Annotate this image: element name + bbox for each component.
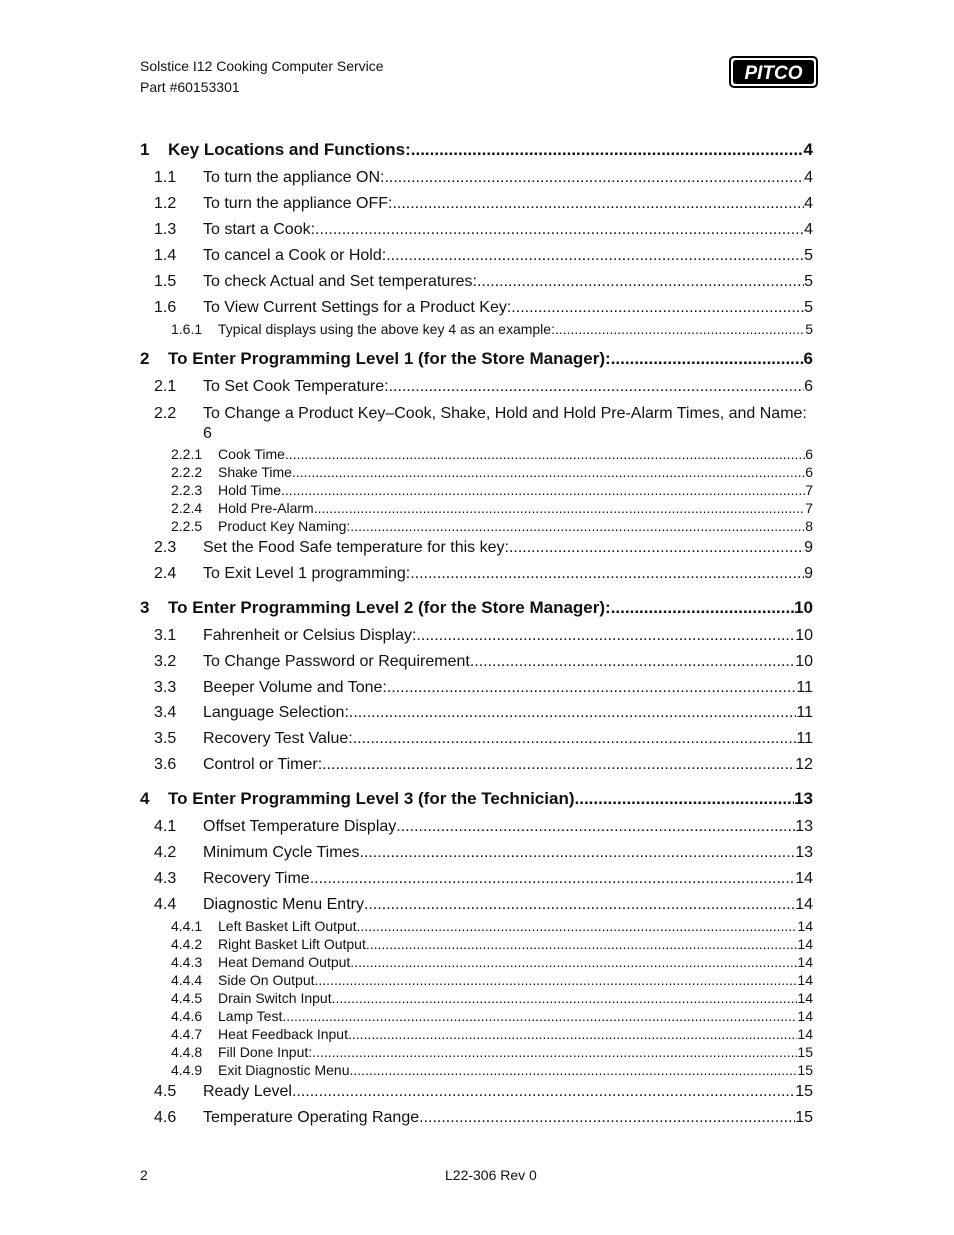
toc-entry[interactable] — [140, 140, 813, 160]
toc-dot-leader — [511, 299, 804, 317]
toc-dot-leader — [350, 954, 797, 970]
toc-entry-page: 6 — [805, 446, 813, 462]
toc-dot-leader — [359, 844, 795, 862]
toc-entry-page: 4 — [803, 140, 813, 159]
toc-dot-leader — [389, 378, 805, 396]
toc-entry-number: 4.4.1 — [171, 918, 203, 934]
toc-entry-title: Recovery Test Value: — [203, 730, 353, 747]
toc-entry-page: 15 — [795, 1109, 813, 1126]
toc-entry-page: 9 — [804, 539, 813, 556]
toc-entry-page: 14 — [797, 954, 813, 970]
toc-entry-title: Offset Temperature Display — [203, 818, 397, 835]
toc-dot-leader — [416, 627, 795, 645]
toc-entry-number: 4.4.4 — [171, 972, 203, 988]
toc-entry-title: Right Basket Lift Output — [218, 936, 366, 952]
toc-entry-page: 6 — [803, 349, 813, 368]
toc-entry-page: 6 — [805, 464, 813, 480]
toc-entry-title: Language Selection: — [203, 704, 349, 721]
toc-dot-leader — [396, 818, 795, 836]
toc-entry-title: Product Key Naming: — [218, 518, 351, 534]
toc-entry-number: 2.2.1 — [171, 446, 203, 462]
toc-entry-title: To check Actual and Set temperatures: — [203, 273, 477, 290]
toc-entry-page: 5 — [805, 321, 813, 337]
toc-entry[interactable] — [171, 482, 813, 498]
toc-entry[interactable] — [154, 818, 813, 836]
toc-entry-title: Hold Pre-Alarm — [218, 500, 314, 516]
footer-document-id: L22-306 Rev 0 — [445, 1167, 537, 1183]
toc-entry[interactable] — [171, 518, 813, 534]
toc-entry-number: 2 — [140, 349, 150, 368]
toc-entry-page: 5 — [804, 273, 813, 290]
toc-entry-number: 4.4.8 — [171, 1044, 203, 1060]
toc-entry-number: 1.5 — [154, 273, 177, 290]
toc-entry-title: Typical displays using the above key 4 as an example: — [218, 321, 555, 337]
toc-entry-title: Heat Demand Output — [218, 954, 351, 970]
toc-entry[interactable] — [154, 844, 813, 862]
toc-dot-leader — [315, 221, 804, 239]
toc-entry[interactable] — [154, 1109, 813, 1127]
toc-dot-leader — [419, 1109, 795, 1127]
toc-entry-page: 15 — [797, 1062, 813, 1078]
toc-entry-number: 2.3 — [154, 539, 177, 556]
toc-dot-leader — [315, 972, 798, 988]
toc-entry-page: 15 — [797, 1044, 813, 1060]
toc-dot-leader — [555, 321, 805, 337]
toc-entry-page: 14 — [797, 972, 813, 988]
toc-dot-leader — [350, 518, 805, 534]
toc-entry-page: 5 — [804, 299, 813, 316]
toc-entry[interactable] — [154, 299, 813, 317]
toc-entry-title: To Enter Programming Level 1 (for the Store Manager): — [168, 349, 611, 368]
toc-entry-page: 14 — [797, 918, 813, 934]
toc-entry-number: 1.4 — [154, 247, 177, 264]
toc-entry-title: To View Current Settings for a Product Key: — [203, 299, 512, 316]
logo-text: PITCO — [744, 63, 803, 84]
toc-entry-title: Beeper Volume and Tone: — [203, 679, 387, 696]
toc-entry-number: 4.4.3 — [171, 954, 203, 970]
toc-entry[interactable] — [140, 349, 813, 369]
toc-entry[interactable] — [171, 1044, 813, 1060]
toc-entry-page: 6 — [804, 378, 813, 395]
toc-entry-title: Shake Time — [218, 464, 292, 480]
toc-entry-number: 1.6 — [154, 299, 177, 316]
toc-entry-page: 4 — [804, 221, 813, 238]
toc-dot-leader — [310, 870, 796, 888]
toc-entry[interactable] — [171, 990, 813, 1006]
toc-entry[interactable] — [171, 321, 813, 337]
toc-entry-title: Recovery Time — [203, 870, 310, 887]
toc-entry-title: To start a Cook: — [203, 221, 316, 238]
toc-entry[interactable] — [154, 870, 813, 888]
toc-dot-leader — [322, 756, 795, 774]
toc-entry-page: 14 — [795, 896, 813, 913]
toc-dot-leader — [411, 140, 804, 160]
toc-dot-leader — [470, 653, 795, 671]
toc-entry-title: Temperature Operating Range — [203, 1109, 420, 1126]
toc-entry[interactable] — [171, 936, 813, 952]
toc-entry-page: 14 — [795, 870, 813, 887]
toc-dot-leader — [357, 918, 798, 934]
toc-entry-number: 4.4.2 — [171, 936, 203, 952]
toc-dot-leader — [332, 990, 798, 1006]
toc-entry-title: To Enter Programming Level 2 (for the Store Manager): — [168, 598, 611, 617]
toc-dot-leader — [348, 1026, 797, 1042]
toc-entry-number: 1.1 — [154, 169, 177, 186]
toc-entry[interactable] — [154, 273, 813, 291]
toc-entry-number: 4.4.6 — [171, 1008, 203, 1024]
toc-entry-page: 6 — [203, 425, 212, 442]
toc-entry-title: Lamp Test — [218, 1008, 283, 1024]
toc-entry-page: 7 — [805, 482, 813, 498]
toc-entry-page: 10 — [795, 653, 813, 670]
toc-entry[interactable] — [171, 954, 813, 970]
toc-entry-title: Control or Timer: — [203, 756, 323, 773]
toc-dot-leader — [509, 539, 804, 557]
toc-entry-number: 2.1 — [154, 378, 177, 395]
toc-dot-leader — [575, 789, 795, 809]
toc-dot-leader — [285, 446, 805, 462]
toc-entry-title: Hold Time — [218, 482, 282, 498]
toc-dot-leader — [353, 730, 797, 748]
toc-entry-title: To Set Cook Temperature: — [203, 378, 389, 395]
toc-dot-leader — [312, 1044, 797, 1060]
toc-entry[interactable] — [154, 756, 813, 774]
toc-entry-page: 14 — [797, 990, 813, 1006]
toc-entry-title: To turn the appliance OFF: — [203, 195, 393, 212]
toc-entry-number: 4.4.9 — [171, 1062, 203, 1078]
toc-entry-number: 3.5 — [154, 730, 177, 747]
toc-entry[interactable] — [154, 247, 813, 265]
toc-entry[interactable] — [171, 1008, 813, 1024]
toc-entry[interactable] — [154, 896, 813, 914]
toc-entry-page: 8 — [805, 518, 813, 534]
toc-entry-title: Minimum Cycle Times — [203, 844, 360, 861]
toc-dot-leader — [384, 169, 804, 187]
toc-dot-leader — [366, 936, 798, 952]
toc-entry[interactable] — [171, 1026, 813, 1042]
toc-entry[interactable] — [154, 704, 813, 722]
toc-dot-leader — [386, 247, 804, 265]
toc-entry-page: 11 — [796, 704, 813, 721]
toc-entry-title: Exit Diagnostic Menu — [218, 1062, 350, 1078]
toc-dot-leader — [349, 704, 796, 722]
toc-entry-title: Drain Switch Input — [218, 990, 332, 1006]
toc-entry-number: 2.2.4 — [171, 500, 203, 516]
toc-dot-leader — [314, 500, 806, 516]
toc-entry-number: 4.3 — [154, 870, 177, 887]
toc-entry-title: Fill Done Input: — [218, 1044, 313, 1060]
toc-entry-number: 1.2 — [154, 195, 177, 212]
toc-entry[interactable] — [154, 565, 813, 583]
toc-dot-leader — [282, 1008, 797, 1024]
toc-entry-page: 5 — [804, 247, 813, 264]
toc-dot-leader — [611, 349, 804, 369]
toc-entry[interactable] — [154, 730, 813, 748]
toc-entry-page: 13 — [795, 818, 813, 835]
toc-entry-page: 12 — [795, 756, 813, 773]
toc-entry-page: 9 — [804, 565, 813, 582]
toc-entry[interactable] — [154, 627, 813, 645]
toc-entry-title: Key Locations and Functions: — [168, 140, 411, 159]
toc-entry[interactable] — [154, 221, 813, 239]
toc-entry-title: Diagnostic Menu Entry — [203, 896, 364, 913]
toc-entry[interactable] — [154, 404, 854, 444]
toc-entry-title: Heat Feedback Input — [218, 1026, 348, 1042]
toc-entry-number: 1 — [140, 140, 150, 159]
toc-entry[interactable] — [140, 598, 813, 618]
toc-entry-page: 4 — [804, 169, 813, 186]
toc-entry-number: 4.1 — [154, 818, 177, 835]
toc-entry[interactable] — [171, 446, 813, 462]
toc-entry[interactable] — [154, 679, 813, 697]
toc-entry-page: 11 — [796, 730, 813, 747]
toc-dot-leader — [281, 482, 805, 498]
toc-entry[interactable] — [154, 195, 813, 213]
toc-dot-leader — [392, 195, 804, 213]
toc-entry-page: 14 — [797, 1026, 813, 1042]
toc-entry-title: Side On Output — [218, 972, 315, 988]
toc-entry-number: 3.4 — [154, 704, 177, 721]
toc-entry[interactable] — [154, 1083, 813, 1101]
toc-entry[interactable] — [154, 539, 813, 557]
toc-entry[interactable] — [171, 500, 813, 516]
toc-entry-title: To Change Password or Requirement — [203, 653, 470, 670]
toc-entry-number: 2.2.3 — [171, 482, 203, 498]
toc-entry-title: Left Basket Lift Output — [218, 918, 357, 934]
toc-dot-leader — [364, 896, 795, 914]
toc-entry-title: To turn the appliance ON: — [203, 169, 385, 186]
toc-entry[interactable] — [171, 918, 813, 934]
toc-entry[interactable] — [154, 653, 813, 671]
toc-entry[interactable] — [154, 378, 813, 396]
toc-entry[interactable] — [171, 1062, 813, 1078]
toc-entry-page: 15 — [795, 1083, 813, 1100]
toc-entry-title: Cook Time — [218, 446, 285, 462]
toc-entry[interactable] — [171, 464, 813, 480]
toc-dot-leader — [477, 273, 804, 291]
toc-dot-leader — [611, 598, 794, 618]
toc-entry-number: 3.2 — [154, 653, 177, 670]
toc-entry-number: 4.4 — [154, 896, 177, 913]
toc-entry-page: 4 — [804, 195, 813, 212]
header-part-number: Part #60153301 — [140, 79, 240, 95]
toc-entry-page: 10 — [795, 627, 813, 644]
toc-entry-page: 7 — [805, 500, 813, 516]
toc-entry-number: 1.6.1 — [171, 321, 203, 337]
toc-dot-leader — [387, 679, 797, 697]
toc-entry-number: 4.5 — [154, 1083, 177, 1100]
toc-entry-number: 4.4.7 — [171, 1026, 203, 1042]
toc-dot-leader — [410, 565, 804, 583]
toc-entry-number: 3.3 — [154, 679, 177, 696]
toc-entry-number: 2.2.2 — [171, 464, 203, 480]
toc-entry-page: 13 — [795, 844, 813, 861]
toc-entry-title: Fahrenheit or Celsius Display: — [203, 627, 417, 644]
toc-dot-leader — [292, 1083, 795, 1101]
toc-entry-number: 1.3 — [154, 221, 177, 238]
toc-entry-number: 4.2 — [154, 844, 177, 861]
toc-entry-number: 2.2.5 — [171, 518, 203, 534]
toc-entry-page: 11 — [796, 679, 813, 696]
toc-entry-number: 3.6 — [154, 756, 177, 773]
footer-page-number: 2 — [140, 1167, 148, 1183]
toc-entry-title: To Exit Level 1 programming: — [203, 565, 411, 582]
toc-entry-page: 13 — [794, 789, 813, 808]
toc-entry-title: To Change a Product Key–Cook, Shake, Hold and Hold Pre-Alarm Times, and Name: — [203, 405, 807, 422]
toc-dot-leader — [350, 1062, 798, 1078]
toc-entry-number: 4.4.5 — [171, 990, 203, 1006]
toc-entry-number: 2.4 — [154, 565, 177, 582]
toc-entry[interactable] — [140, 789, 813, 809]
toc-entry-title: Ready Level — [203, 1083, 292, 1100]
toc-entry-number: 4 — [140, 789, 150, 808]
toc-entry[interactable] — [154, 169, 813, 187]
toc-entry-page: 14 — [797, 936, 813, 952]
toc-entry-page: 10 — [794, 598, 813, 617]
toc-entry-number: 3 — [140, 598, 150, 617]
toc-entry-title: Set the Food Safe temperature for this key: — [203, 539, 509, 556]
toc-dot-leader — [292, 464, 805, 480]
toc-entry-number: 3.1 — [154, 627, 177, 644]
toc-entry-page: 14 — [797, 1008, 813, 1024]
toc-entry[interactable] — [171, 972, 813, 988]
toc-entry-title: To Enter Programming Level 3 (for the Technician) — [168, 789, 575, 808]
toc-entry-number: 2.2 — [154, 405, 177, 422]
toc-entry-number: 4.6 — [154, 1109, 177, 1126]
header-product-title: Solstice I12 Cooking Computer Service — [140, 58, 384, 74]
toc-entry-title: To cancel a Cook or Hold: — [203, 247, 387, 264]
